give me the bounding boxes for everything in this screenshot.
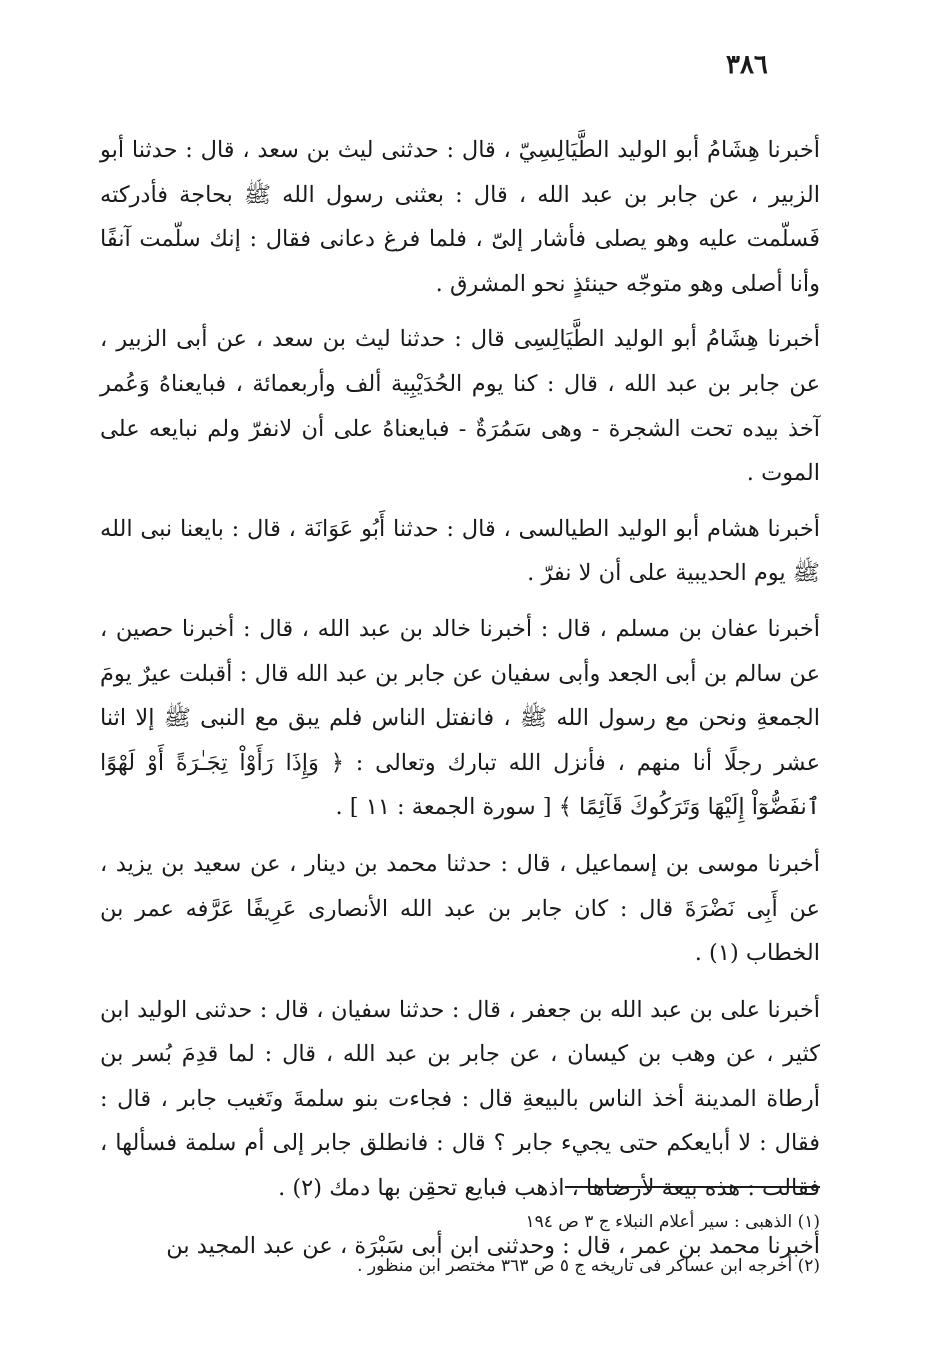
paragraph-hudaybiyyah-pledge: أخبرنا هِشَامُ أبو الوليد الطَّيَالِسِى قال : حدثنا ليث بن سعد ، عن أبى الزبير ، عن جابر بن عبد الله ، قال : كنا يوم الحُدَيْبِية ألف وأربعمائة ، فبايعناهُ وَعُمر آخذ بيده تحت الشجرة - وهى سَمُرَةٌ - فبايعناهُ على أن لانفرّ ولم نبايعه على الموت .	[100, 326, 820, 487]
main-text	[100, 128, 820, 1268]
paragraph-busr-bayah: أخبرنا على بن عبد الله بن جعفر ، قال : حدثنا سفيان ، قال : حدثنى الوليد ابن كثير ، عن وهب بن كيسان ، عن جابر بن عبد الله ، قال : لما قدِمَ بُسر بن أرطاة المدينة أخذ الناس بالبيعةِ قال : فجاءت بنو سلمةَ وتَغيب جابر ، قال : فقال : لا أبايعكم حتى يجيء جابر ؟ قال : فانطلق جابر إلى أم سلمة فسألها ، فقالت : هذه بيعة لأرضاها ، اذهب فبايع تحقِن بها دمك (٢) .	[100, 996, 820, 1202]
paragraph-abu-awana: أخبرنا هشام أبو الوليد الطيالسى ، قال : حدثنا أَبُو عَوَانَة ، قال : بايعنا نبى الله ﷺ يوم الحديبية على أن لا نفرّ .	[100, 515, 820, 587]
page-number: ٣٨٦	[726, 50, 768, 80]
footnote-1: (١) الذهبى : سير أعلام النبلاء ج ٣ ص ١٩٤	[525, 1212, 820, 1232]
paragraph-friday-caravan: أخبرنا عفان بن مسلم ، قال : أخبرنا خالد بن عبد الله ، قال : أخبرنا حصين ، عن سالم بن أبى الجعد وأبى سفيان عن جابر بن عبد الله قال : أقبلت عيرٌ يومَ الجمعةِ ونحن مع رسول الله ﷺ ، فانفتل الناس فلم يبق مع النبى ﷺ إلا اثنا عشر رجلًا أنا منهم ، فأنزل الله تبارك وتعالى : ﴿ وَإِذَا رَأَوْاْ تِجَـٰرَةً أَوْ لَهْوًا ٱنفَضُّوٓاْ إِلَيْهَا وَتَرَكُوكَ قَآئِمًا ﴾ [ سورة الجمعة : ١١ ] .	[100, 615, 820, 821]
paragraph-hisham-greeting: أخبرنا هِشَامُ أبو الوليد الطَّيَالِسِيّ ، قال : حدثنى ليث بن سعد ، قال : حدثنا أبو الزبير ، عن جابر بن عبد الله ، قال : بعثنى رسول الله ﷺ بحاجة فأدركته فَسلّمت عليه وهو يصلى فأشار إلىّ ، فلما فرغ دعانى فقال : إنك سلّمت آنفًا وأنا أصلى وهو متوجّه حينئذٍ نحو المشرق .	[100, 137, 820, 297]
paragraph-muhammad-bin-umar: أخبرنا محمد بن عمر ، قال : وحدثنى ابن أبى سَبْرَة ، عن عبد المجيد بن	[166, 1232, 820, 1259]
footnotes	[250, 1200, 820, 1288]
footnote-2: (٢) أخرجه ابن عساكر فى تاريخه ج ٥ ص ٣٦٣ مختصر ابن منظور .	[357, 1256, 820, 1276]
paragraph-arif-umar: أخبرنا موسى بن إسماعيل ، قال : حدثنا محمد بن دينار ، عن سعيد بن يزيد ، عن أَبِى نَضْرَةَ قال : كان جابر بن عبد الله الأنصارى عَرِيفًا عَرَّفه عمر بن الخطاب (١) .	[100, 850, 820, 967]
footnote-separator	[565, 1186, 820, 1188]
